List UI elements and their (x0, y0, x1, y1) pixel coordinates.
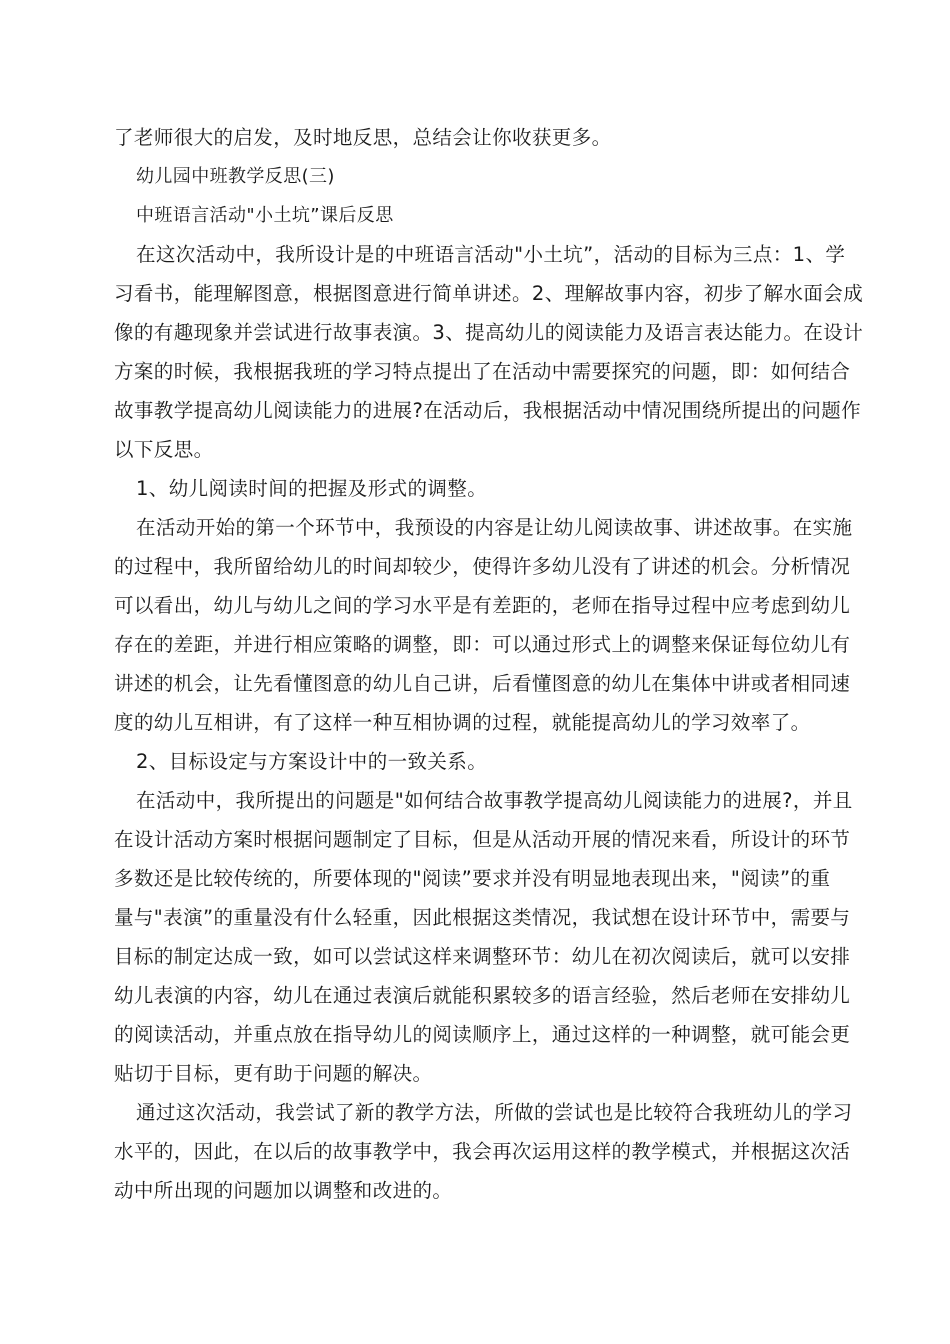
paragraph-line: 在这次活动中，我所设计是的中班语言活动"小土坑”，活动的目标为三点：1、学 (136, 243, 846, 266)
paragraph-line: 度的幼儿互相讲，有了这样一种互相协调的过程，就能提高幼儿的学习效率了。 (114, 711, 811, 734)
paragraph-line: 在设计活动方案时根据问题制定了目标，但是从活动开展的情况来看，所设计的环节 (114, 828, 851, 851)
paragraph-line: 可以看出，幼儿与幼儿之间的学习水平是有差距的，老师在指导过程中应考虑到幼儿 (114, 594, 851, 617)
paragraph-line: 讲述的机会，让先看懂图意的幼儿自己讲，后看懂图意的幼儿在集体中讲或者相同速 (114, 672, 851, 695)
paragraph-line: 故事教学提高幼儿阅读能力的进展?在活动后，我根据活动中情况围绕所提出的问题作 (114, 399, 862, 422)
article-title: 中班语言活动"小土坑”课后反思 (136, 205, 394, 226)
paragraph-line: 量与"表演”的重量没有什么轻重，因此根据这类情况，我试想在设计环节中，需要与 (114, 906, 851, 929)
section-title: 幼儿园中班教学反思(三) (136, 166, 335, 187)
paragraph-line: 目标的制定达成一致，如可以尝试这样来调整环节：幼儿在初次阅读后，就可以安排 (114, 945, 851, 968)
paragraph-line: 多数还是比较传统的，所要体现的"阅读”要求并没有明显地表现出来，"阅读”的重 (114, 867, 831, 890)
paragraph-line: 通过这次活动，我尝试了新的教学方法，所做的尝试也是比较符合我班幼儿的学习 (136, 1101, 853, 1124)
paragraph-line: 方案的时候，我根据我班的学习特点提出了在活动中需要探究的问题，即：如何结合 (114, 360, 851, 383)
paragraph-line: 水平的，因此，在以后的故事教学中，我会再次运用这样的教学模式，并根据这次活 (114, 1140, 851, 1163)
paragraph-line: 以下反思。 (114, 438, 214, 461)
paragraph-line: 像的有趣现象并尝试进行故事表演。3、提高幼儿的阅读能力及语言表达能力。在设计 (114, 321, 864, 344)
paragraph-line: 幼儿表演的内容，幼儿在通过表演后就能积累较多的语言经验，然后老师在安排幼儿 (114, 984, 851, 1007)
paragraph-line: 的阅读活动，并重点放在指导幼儿的阅读顺序上，通过这样的一种调整，就可能会更 (114, 1023, 851, 1046)
paragraph-line: 动中所出现的问题加以调整和改进的。 (114, 1179, 453, 1202)
paragraph-line: 贴切于目标，更有助于问题的解决。 (114, 1062, 433, 1085)
paragraph-line: 了老师很大的启发，及时地反思，总结会让你收获更多。 (114, 126, 612, 149)
paragraph-line: 的过程中，我所留给幼儿的时间却较少，使得许多幼儿没有了讲述的机会。分析情况 (114, 555, 851, 578)
paragraph-line: 在活动开始的第一个环节中，我预设的内容是让幼儿阅读故事、讲述故事。在实施 (136, 516, 853, 539)
paragraph-line: 习看书，能理解图意，根据图意进行简单讲述。2、理解故事内容，初步了解水面会成 (114, 282, 864, 305)
subheading-1: 1、幼儿阅读时间的把握及形式的调整。 (136, 477, 488, 500)
paragraph-line: 在活动中，我所提出的问题是"如何结合故事教学提高幼儿阅读能力的进展?，并且 (136, 789, 853, 812)
paragraph-line: 存在的差距，并进行相应策略的调整，即：可以通过形式上的调整来保证每位幼儿有 (114, 633, 851, 656)
subheading-2: 2、目标设定与方案设计中的一致关系。 (136, 750, 488, 773)
